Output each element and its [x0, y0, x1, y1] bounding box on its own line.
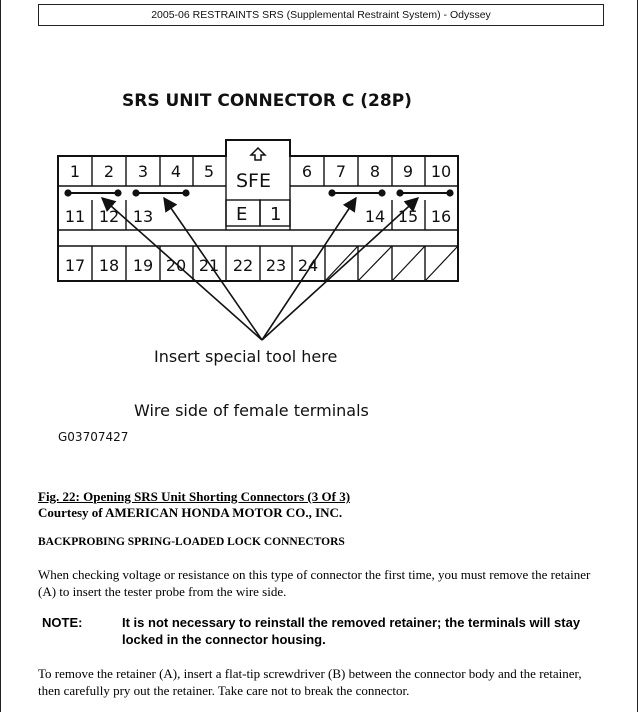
- caption-courtesy: Courtesy of AMERICAN HONDA MOTOR CO., INC.: [38, 505, 343, 520]
- pin-16: 16: [430, 207, 452, 226]
- header-title: 2005-06 RESTRAINTS SRS (Supplemental Restraint System) - Odyssey: [151, 9, 491, 21]
- center-label: SFE: [236, 170, 271, 192]
- pin-18: 18: [98, 256, 120, 275]
- pin-22: 22: [232, 256, 254, 275]
- callout-label: Insert special tool here: [154, 347, 338, 366]
- paragraph-2: To remove the retainer (A), insert a flat-tip screwdriver (B) between the connector body and the retainer, then carefully pry out the retainer. Take care not to break the connector.: [38, 666, 582, 698]
- pin-15: 15: [397, 207, 419, 226]
- pin-14: 14: [364, 207, 386, 226]
- section-heading: BACKPROBING SPRING-LOADED LOCK CONNECTORS: [38, 536, 345, 548]
- pin-1: 1: [69, 162, 81, 181]
- pin-13: 13: [132, 207, 154, 226]
- pin-21: 21: [198, 256, 220, 275]
- note-label: NOTE:: [42, 615, 83, 630]
- pin-10: 10: [430, 162, 452, 181]
- pin-11: 11: [64, 207, 86, 226]
- pin-24: 24: [297, 256, 319, 275]
- pin-12: 12: [98, 207, 120, 226]
- caption-title: Fig. 22: Opening SRS Unit Shorting Connectors (3 Of 3): [38, 489, 351, 504]
- center-box-left: E: [236, 204, 248, 225]
- pin-19: 19: [132, 256, 154, 275]
- pin-5: 5: [203, 162, 215, 181]
- pin-3: 3: [137, 162, 149, 181]
- pin-6: 6: [301, 162, 313, 181]
- paragraph-1: When checking voltage or resistance on this type of connector the first time, you must remove the retainer (A) to insert the tester probe from the wire side.: [38, 567, 591, 599]
- pin-23: 23: [265, 256, 287, 275]
- note-text: It is not necessary to reinstall the removed retainer; the terminals will stay locked in the connector housing.: [122, 615, 581, 647]
- figure-id: G03707427: [58, 430, 129, 444]
- pin-17: 17: [64, 256, 86, 275]
- pin-2: 2: [103, 162, 115, 181]
- sfe-arrow-icon: [251, 148, 265, 160]
- figure-heading: SRS UNIT CONNECTOR C (28P): [122, 91, 412, 111]
- pin-7: 7: [335, 162, 347, 181]
- pin-20: 20: [165, 256, 187, 275]
- pin-8: 8: [369, 162, 381, 181]
- wire-side-label: Wire side of female terminals: [134, 401, 369, 420]
- pin-4: 4: [170, 162, 182, 181]
- center-box-right: 1: [270, 204, 282, 225]
- pin-9: 9: [402, 162, 414, 181]
- figure-caption: [38, 489, 350, 521]
